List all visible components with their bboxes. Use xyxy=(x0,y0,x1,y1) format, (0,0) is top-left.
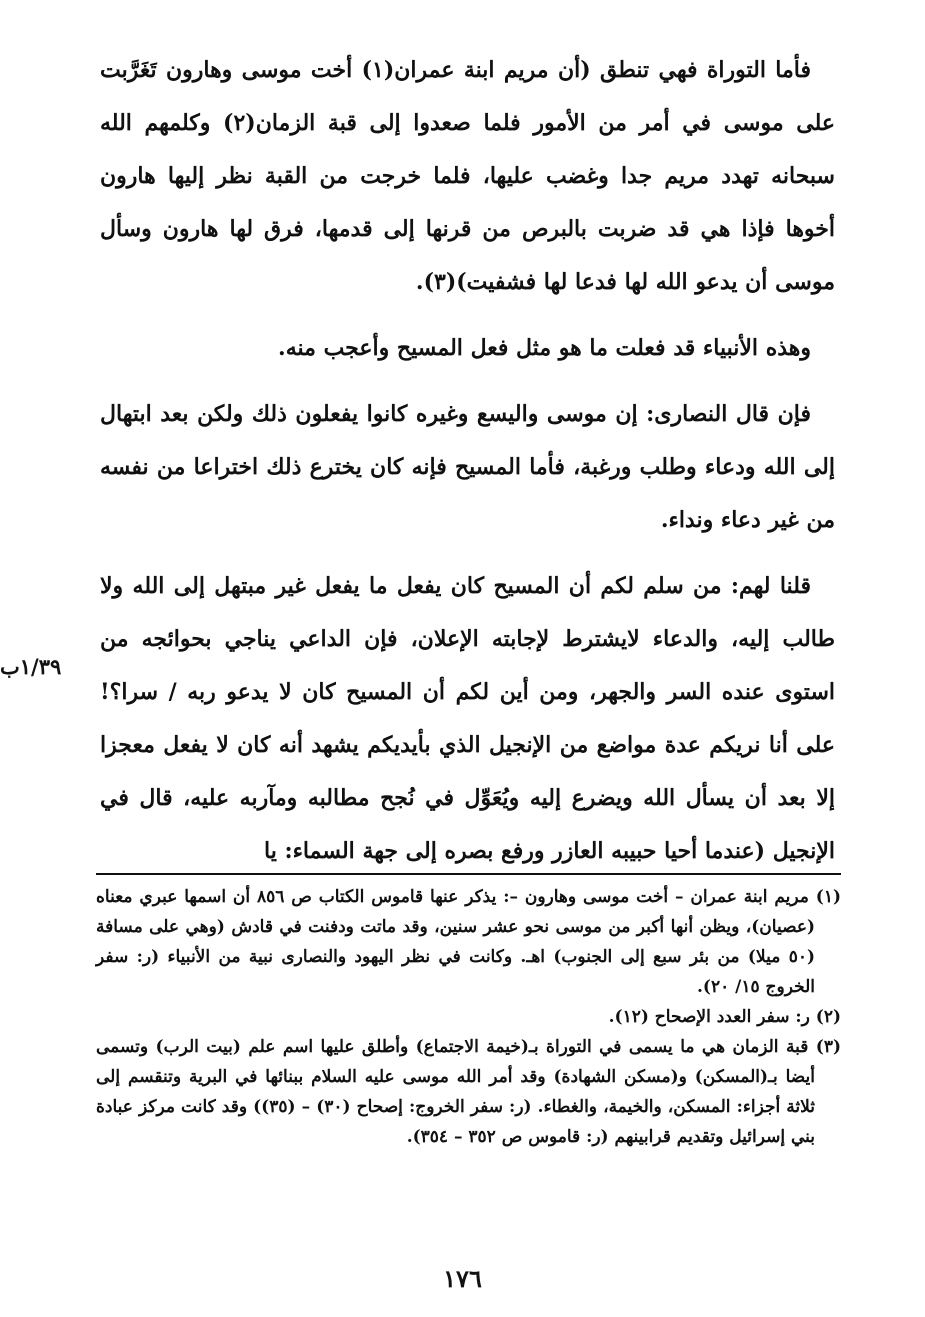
footnote-2: (٢) ر: سفر العدد الإصحاح (١٢). xyxy=(608,1007,841,1027)
footnote-1: (١) مريم ابنة عمران – أخت موسى وهارون –: يذكر عنها قاموس الكتاب ص ٨٥٦ أن اسمها عبري معناه (عصيان)، ويظن أنها أكبر من موسى نحو عشر سنين، وقد ماتت ودفنت في قادش (وهي على مسافة (٥٠ ميلا) من بئر سبع إلى الجنوب) اهـ. وكانت في نظر اليهود والنصارى نبية من الأنبياء (ر: سفر الخروج ١٥/ ٢٠). xyxy=(96,887,841,997)
footnote-divider xyxy=(96,873,841,875)
paragraph-miriam: فأما التوراة فهي تنطق (أن مريم ابنة عمران(١) أخت موسى وهارون تَغَرَّبت على موسى في أمر من الأمور فلما صعدوا إلى قبة الزمان(٢) وكلمهم الله سبحانه تهدد مريم جدا وغضب عليها، فلما خرجت من القبة نظر إليها هارون أخوها فإذا هي قد ضربت بالبرص من قرنها إلى قدمها، فرق لها هارون وسأل موسى أن يدعو الله لها فدعا لها فشفيت)(٣). xyxy=(100,57,835,295)
main-text xyxy=(100,44,835,878)
paragraph-christians-objection: فإن قال النصارى: إن موسى واليسع وغيره كانوا يفعلون ذلك ولكن بعد ابتهال إلى الله ودعاء وطلب ورغبة، فأما المسيح فإنه كان يخترع ذلك اختراعا من نفسه من غير دعاء ونداء. xyxy=(100,401,835,533)
manuscript-folio-reference: ١/٣٩ب xyxy=(0,654,62,679)
footnote-3: (٣) قبة الزمان هي ما يسمى في التوراة بـ(خيمة الاجتماع) وأطلق عليها اسم علم (بيت الرب) وتسمى أيضا بـ(المسكن) و(مسكن الشهادة) وقد أمر الله موسى عليه السلام ببنائها في البرية وتنقسم إلى ثلاثة أجزاء: المسكن، والخيمة، والغطاء. (ر: سفر الخروج: إصحاح (٣٠) – (٣٥)) وقد كانت مركز عبادة بني إسرائيل وتقديم قرابينهم (ر: قاموس ص ٣٥٢ – ٣٥٤). xyxy=(96,1037,841,1147)
paragraph-prophets: وهذه الأنبياء قد فعلت ما هو مثل فعل المسيح وأعجب منه. xyxy=(278,335,811,361)
footnotes xyxy=(96,882,841,1152)
paragraph-reply: قلنا لهم: من سلم لكم أن المسيح كان يفعل ما يفعل غير مبتهل إلى الله ولا طالب إليه، والدعاء لايشترط لإجابته الإعلان، فإن الداعي يناجي بحوائجه من استوى عنده السر والجهر، ومن أين لكم أن المسيح كان لا يدعو ربه / سرا؟! على أنا نريكم عدة مواضع من الإنجيل الذي بأيديكم يشهد أنه كان لا يفعل معجزا إلا بعد أن يسأل الله ويضرع إليه ويُعَوِّل في نُجح مطالبه ومآربه عليه، قال في الإنجيل (عندما أحيا حبيبه العازر ورفع بصره إلى جهة السماء: يا xyxy=(100,573,835,864)
page-number: ١٧٦ xyxy=(443,1264,482,1293)
